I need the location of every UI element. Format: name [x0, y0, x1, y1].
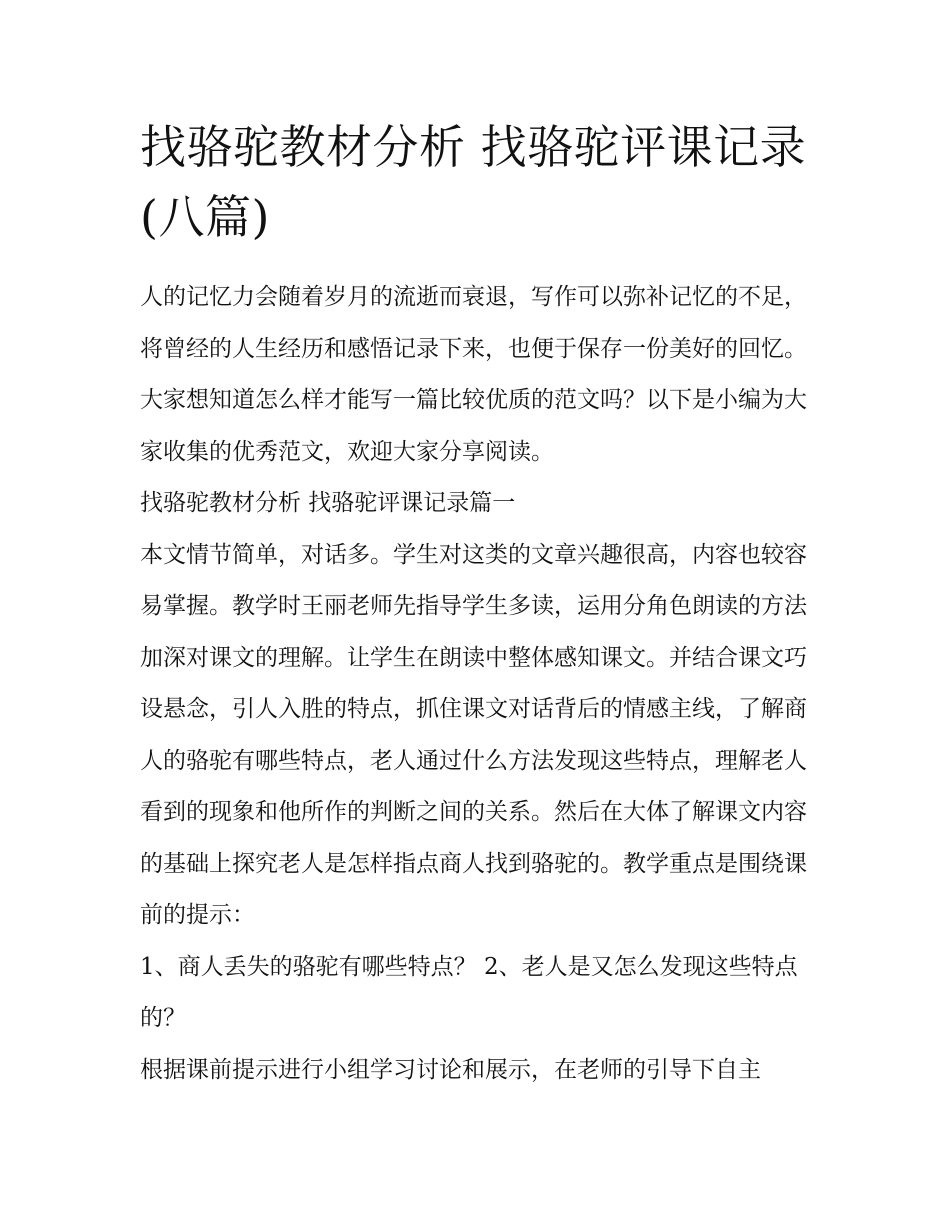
document-title: 找骆驼教材分析 找骆驼评课记录(八篇) — [140, 120, 807, 244]
question-paragraph: 1、商人丢失的骆驼有哪些特点？ 2、老人是又怎么发现这些特点的？ — [140, 953, 798, 1031]
intro-paragraph: 人的记忆力会随着岁月的流逝而衰退，写作可以弥补记忆的不足，将曾经的人生经历和感悟记录下来，也便于保存一份美好的回忆。大家想知道怎么样才能写一篇比较优质的范文吗？以下是小编为大家收集的优秀范文，欢迎大家分享阅读。 — [140, 284, 807, 465]
section-heading: 找骆驼教材分析 找骆驼评课记录篇一 — [140, 490, 516, 516]
body-paragraph: 本文情节简单，对话多。学生对这类的文章兴趣很高，内容也较容易掌握。教学时王丽老师先指导学生多读，运用分角色朗读的方法加深对课文的理解。让学生在朗读中整体感知课文。并结合课文巧设悬念，引人入胜的特点，抓住课文对话背后的情感主线，了解商人的骆驼有哪些特点，老人通过什么方法发现这些特点，理解老人看到的现象和他所作的判断之间的关系。然后在大体了解课文内容的基础上探究老人是怎样指点商人找到骆驼的。教学重点是围绕课前的提示： — [140, 541, 807, 928]
body-paragraph-continued: 根据课前提示进行小组学习讨论和展示，在老师的引导下自主 — [140, 1056, 761, 1083]
document-body — [140, 112, 816, 1096]
